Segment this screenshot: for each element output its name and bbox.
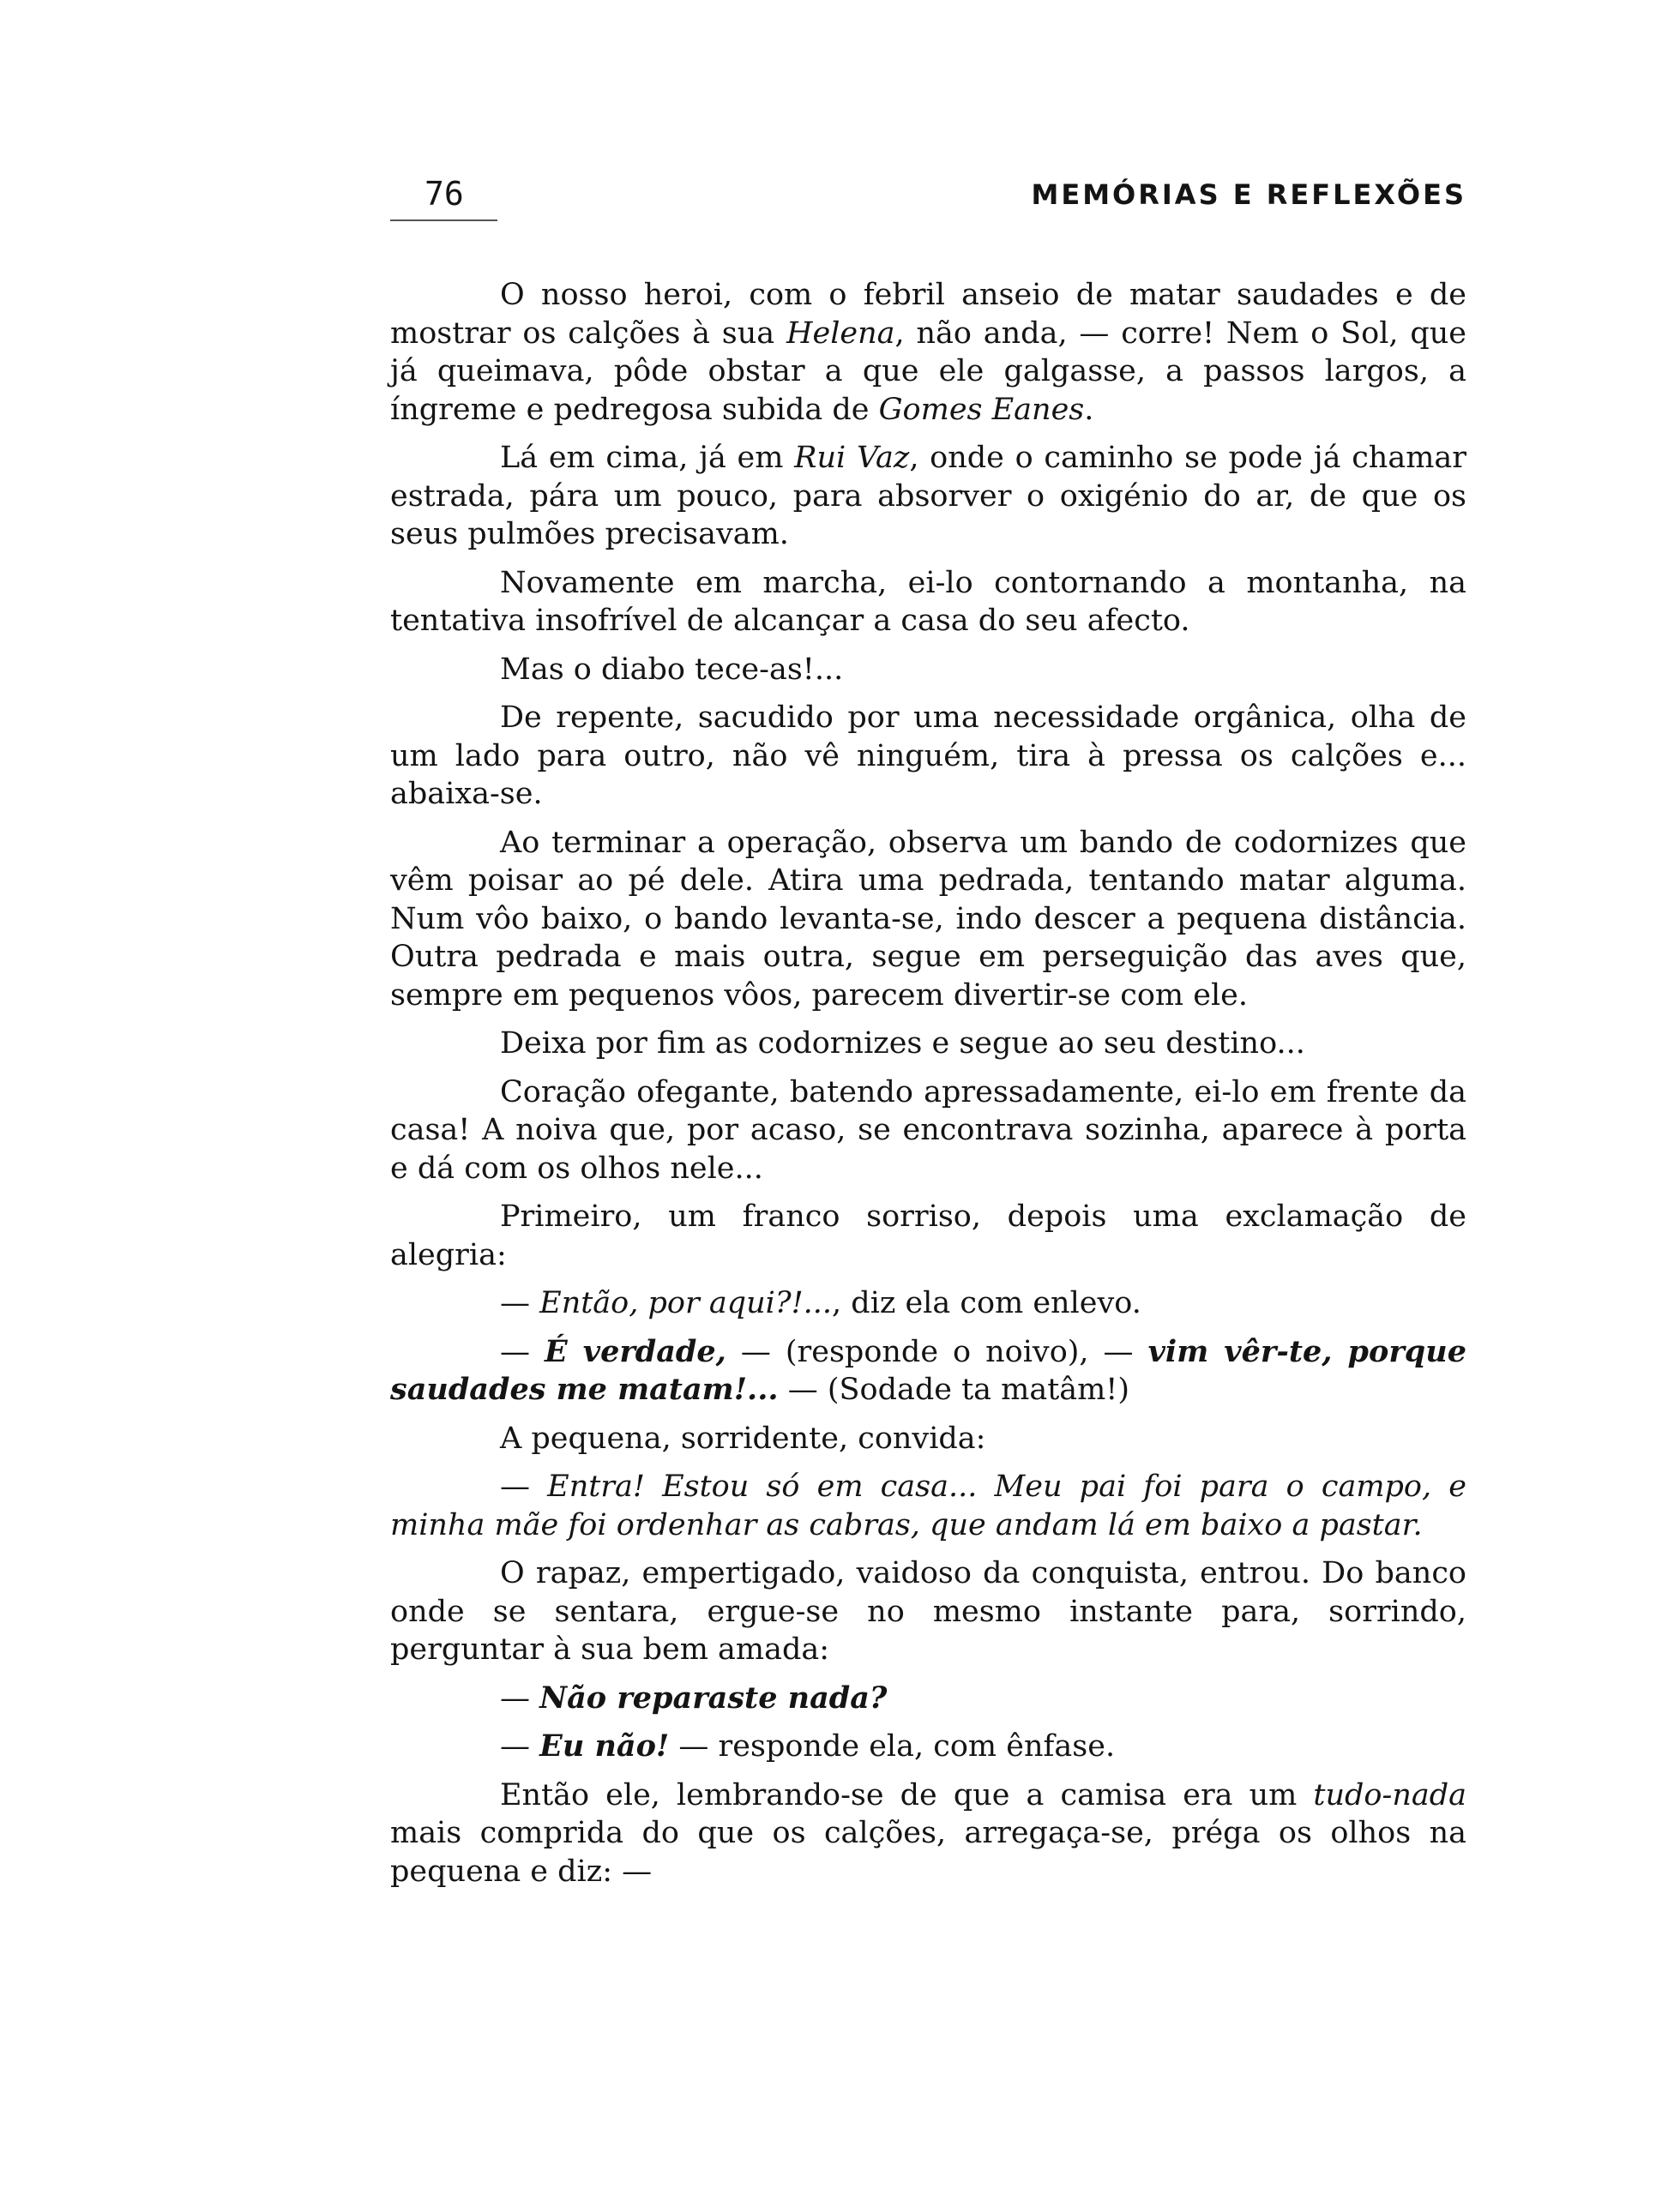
text-run: Novamente em marcha, ei-lo contornando a montanha, na tentativa insofrível de alcançar a casa do seu afecto. [390, 565, 1466, 638]
text-run: O nosso heroi, com o febril anseio de matar saudades e de mostrar os calções à sua [390, 278, 1466, 351]
name-helena: Helena [786, 316, 895, 351]
text-run: — (Sodade ta matâm!) [778, 1373, 1130, 1407]
page-number-rule [390, 219, 497, 221]
emphasis-tudo-nada: tudo-nada [1313, 1777, 1466, 1812]
text-run: , onde o caminho se pode já chamar estrada, pára um pouco, para absorver o oxigénio do ar, de que os seus pulmões precisavam. [390, 441, 1466, 551]
text-run: , diz ela com enlevo. [832, 1286, 1141, 1320]
text-run: Primeiro, um franco sorriso, depois uma exclamação de alegria: [390, 1199, 1466, 1272]
dash: — [500, 1680, 540, 1716]
text-run: Ao terminar a operação, observa um bando de codornizes que vêm poisar ao pé dele. Atira uma pedrada, tentando matar alguma. Num vôo baixo, o bando levanta-se, indo descer a pequena distância. Outra pedrada e mais outra, segue em perseguição das aves que, sempre em pequenos vôos, parecem divertir-se com ele. [390, 825, 1466, 1013]
paragraph-4 [390, 651, 1466, 689]
paragraph-12 [390, 1420, 1466, 1458]
paragraph-2 [390, 439, 1466, 554]
paragraph-11 [390, 1333, 1466, 1410]
page-number: 76 [425, 175, 464, 213]
dash: — [500, 1334, 545, 1369]
dialogue-italic: Não reparaste nada? [539, 1680, 888, 1716]
dash: — [500, 1470, 548, 1504]
page-header [390, 171, 1466, 223]
dialogue-italic: Entra! Estou só em casa... Meu pai foi para o campo, e minha mãe foi ordenhar as cabras, que andam lá em baixo a pastar. [390, 1470, 1466, 1542]
text-run: Deixa por fim as codornizes e segue ao seu destino... [500, 1026, 1305, 1061]
text-run: O rapaz, empertigado, vaidoso da conquista, entrou. Do banco onde se sentara, ergue-se no mesmo instante para, sorrindo, perguntar à sua bem amada: [390, 1556, 1466, 1667]
text-run: — responde ela, com ênfase. [669, 1729, 1116, 1764]
dialogue-italic: Eu não! [539, 1728, 670, 1764]
paragraph-10 [390, 1284, 1466, 1323]
paragraph-14 [390, 1554, 1466, 1669]
place-rui-vaz: Rui Vaz [794, 441, 910, 475]
text-run: Então ele, lembrando-se de que a camisa era um [500, 1777, 1314, 1812]
text-run: . [1084, 392, 1094, 427]
text-run: Coração ofegante, batendo apressadamente, ei-lo em frente da casa! A noiva que, por acaso, se encontrava sozinha, aparece à porta e dá com os olhos nele... [390, 1074, 1466, 1186]
paragraph-13 [390, 1468, 1466, 1544]
text-run: A pequena, sorridente, convida: [500, 1421, 986, 1456]
text-run: De repente, sacudido por uma necessidade orgânica, olha de um lado para outro, não vê ninguém, tira à pressa os calções e... abaixa-se. [390, 700, 1466, 811]
text-run: Lá em cima, já em [500, 441, 795, 475]
dash: — [500, 1286, 540, 1320]
text-run: — (responde o noivo), — [726, 1334, 1148, 1369]
paragraph-16 [390, 1728, 1466, 1766]
paragraph-9 [390, 1198, 1466, 1274]
place-gomes-eanes: Gomes Eanes [878, 392, 1085, 427]
paragraph-6 [390, 824, 1466, 1015]
dash: — [500, 1729, 540, 1764]
paragraph-8 [390, 1073, 1466, 1188]
paragraph-5 [390, 699, 1466, 814]
dialogue-italic: É verdade, [545, 1333, 726, 1369]
dialogue-italic: vim vêr-te, porque saudades me matam!... [390, 1333, 1466, 1407]
paragraph-15 [390, 1680, 1466, 1718]
paragraph-3 [390, 564, 1466, 640]
paragraph-7 [390, 1025, 1466, 1063]
text-run: Mas o diabo tece-as!... [500, 652, 844, 687]
text-run: , não anda, — corre! Nem o Sol, que já queimava, pôde obstar a que ele galgasse, a passos largos, a íngreme e pedregosa subida de [390, 316, 1466, 427]
text-run: mais comprida do que os calções, arregaça-se, préga os olhos na pequena e diz: — [390, 1816, 1466, 1889]
dialogue-italic: Então, por aqui?!... [539, 1286, 833, 1320]
paragraph-1 [390, 276, 1466, 429]
running-head: MEMÓRIAS E REFLEXÕES [1031, 178, 1466, 211]
paragraph-17 [390, 1776, 1466, 1891]
body-text [390, 276, 1466, 1901]
